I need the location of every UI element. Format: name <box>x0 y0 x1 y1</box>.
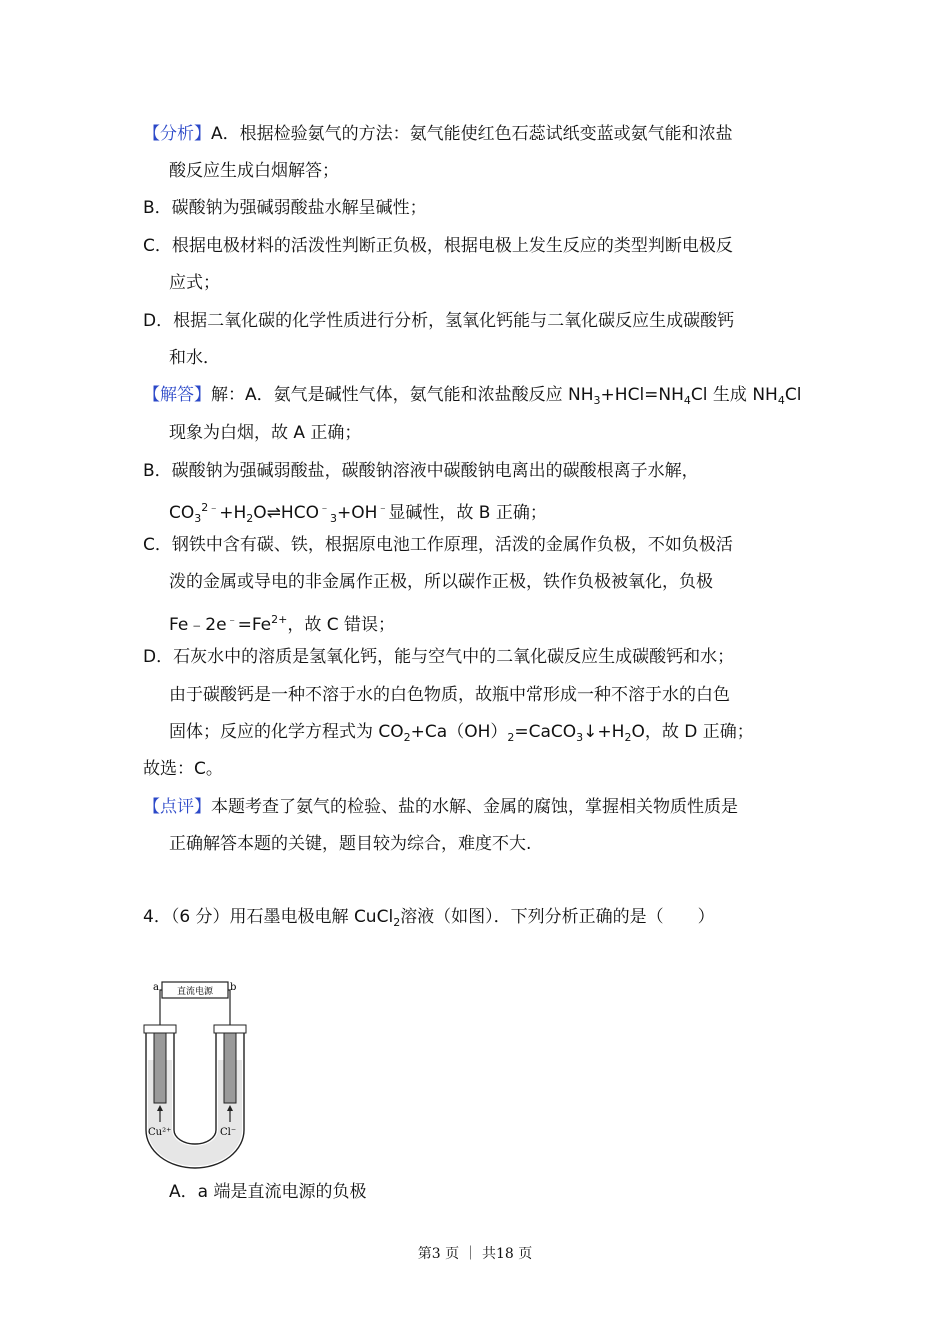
analysis-c-1: C．根据电极材料的活泼性判断正负极，根据电极上发生反应的类型判断电极反 <box>143 236 733 256</box>
page-footer: 第3 页 ｜ 共18 页 <box>417 1246 533 1262</box>
question-4: 4．（6 分）用石墨电极电解 CuCl$_2$溶液（如图）．下列分析正确的是（ ） <box>143 907 715 929</box>
electrode-left <box>154 1033 166 1103</box>
comment-line-2: 正确解答本题的关键，题目较为综合，难度不大. <box>169 834 532 854</box>
answer-d-1: D．石灰水中的溶质是氢氧化钙，能与空气中的二氧化碳反应生成碳酸钙和水； <box>143 647 735 667</box>
analysis-line-1: 【分析】A．根据检验氨气的方法：氨气能使红色石蕊试纸变蓝或氨气能和浓盐 <box>143 124 733 144</box>
option-a: A．a 端是直流电源的负极 <box>169 1182 367 1202</box>
analysis-b: B．碳酸钠为强碱弱酸盐水解呈碱性； <box>143 198 427 218</box>
answer-d-2: 由于碳酸钙是一种不溶于水的白色物质，故瓶中常形成一种不溶于水的白色 <box>169 685 730 705</box>
answer-d-3: 固体；反应的化学方程式为 $CO_2+Ca(OH)_2=CaCO_3↓+H_2O$，故 D 正确； <box>169 722 754 744</box>
answer-c-1: C．钢铁中含有碳、铁，根据原电池工作原理，活泼的金属作负极，不如负极活 <box>143 535 733 555</box>
stopper-left <box>144 1025 176 1033</box>
u-tube-inner <box>174 1032 216 1144</box>
analysis-d-2: 和水． <box>169 348 220 368</box>
answer-line-1: 【解答】解：A．氨气是碱性气体，氨气能和浓盐酸反应 $NH_3+HCl=NH_4Cl$ 生成 $NH_4Cl$ <box>143 385 802 407</box>
analysis-tag: 【分析】 <box>143 124 211 144</box>
comment-tag: 【点评】 <box>143 797 211 817</box>
electrode-right <box>224 1033 236 1103</box>
cu-ion-label: Cu²⁺ <box>148 1127 172 1138</box>
analysis-c-2: 应式； <box>169 273 220 293</box>
electrolysis-diagram <box>140 980 250 1170</box>
analysis-line-2: 酸反应生成白烟解答； <box>169 161 339 181</box>
analysis-d-1: D．根据二氧化碳的化学性质进行分析，氢氧化钙能与二氧化碳反应生成碳酸钙 <box>143 311 735 331</box>
terminal-b-label: b <box>230 982 237 993</box>
cl-ion-label: Cl⁻ <box>220 1127 237 1138</box>
answer-c-2: 泼的金属或导电的非金属作正极，所以碳作正极，铁作负极被氧化，负极 <box>169 572 713 592</box>
comment-line-1: 【点评】本题考查了氨气的检验、盐的水解、金属的腐蚀，掌握相关物质性质是 <box>143 797 738 817</box>
power-source-label: 直流电源 <box>176 987 214 997</box>
answer-choice: 故选：C。 <box>143 759 223 779</box>
stopper-right <box>214 1025 246 1033</box>
terminal-a-label: a <box>153 982 159 993</box>
answer-b-2: $CO_3^{2﹣}+H_2O\rightleftharpoons HCO^﹣_3+OH^﹣$显碱性，故 B 正确； <box>169 501 547 525</box>
answer-c-3: $Fe﹣2e^﹣=Fe^{2+}$，故 C 错误； <box>169 613 396 635</box>
answer-b-1: B．碳酸钠为强碱弱酸盐，碳酸钠溶液中碳酸钠电离出的碳酸根离子水解， <box>143 461 699 481</box>
answer-tag: 【解答】 <box>143 385 211 405</box>
answer-a-2: 现象为白烟，故 A 正确； <box>169 423 362 443</box>
